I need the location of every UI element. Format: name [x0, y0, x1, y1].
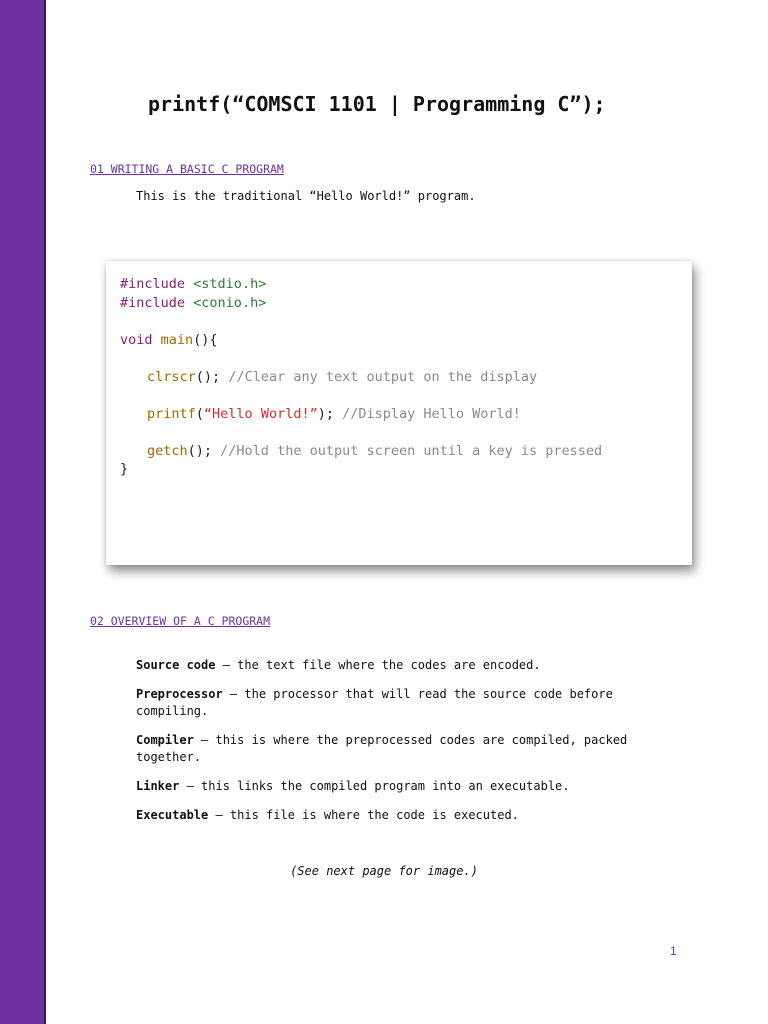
- code-type: void: [120, 332, 153, 348]
- code-function: getch: [147, 443, 188, 459]
- code-string: “Hello World!”: [203, 406, 318, 422]
- code-line-getch: [147, 443, 602, 459]
- see-next-page-note: [0, 864, 768, 878]
- code-line-close-brace: }: [120, 461, 129, 477]
- page-number: 1: [670, 944, 677, 958]
- code-line-main: [120, 332, 218, 348]
- code-punct: );: [317, 406, 334, 422]
- page-title: printf(“COMSCI 1101 | Programming C”);: [148, 92, 606, 116]
- code-header: <stdio.h>: [193, 276, 267, 292]
- code-line-printf: [147, 406, 521, 422]
- list-item: [136, 778, 676, 795]
- list-item: [136, 732, 676, 766]
- code-header: <conio.h>: [193, 295, 267, 311]
- note-text: (See next page for image.): [290, 864, 478, 878]
- definition-term: Source code: [136, 658, 216, 672]
- definition-desc: – this file is where the code is executed.: [208, 808, 519, 822]
- code-punct: ();: [187, 443, 213, 459]
- code-line-clrscr: [147, 369, 537, 385]
- list-item: [136, 657, 676, 674]
- definition-term: Executable: [136, 808, 209, 822]
- code-comment: //Hold the output screen until a key is pressed: [220, 443, 603, 459]
- list-item: [136, 807, 676, 824]
- definition-term: Compiler: [136, 733, 194, 747]
- code-directive: #include: [120, 295, 186, 311]
- code-function: printf: [147, 406, 196, 422]
- code-function: main: [160, 332, 194, 348]
- code-line-include-conio: [120, 295, 266, 311]
- definition-desc: – the text file where the codes are encoded.: [215, 658, 541, 672]
- code-comment: //Display Hello World!: [342, 406, 521, 422]
- intro-text: This is the traditional “Hello World!” program.: [136, 189, 476, 203]
- code-directive: #include: [120, 276, 186, 292]
- code-function: clrscr: [147, 369, 196, 385]
- list-item: [136, 686, 676, 720]
- code-line-include-stdio: [120, 276, 266, 292]
- code-comment: //Clear any text output on the display: [228, 369, 538, 385]
- definition-term: Linker: [136, 779, 180, 793]
- definition-desc: – this links the compiled program into an executable.: [179, 779, 570, 793]
- definition-desc: – the processor that will read the source code before compiling.: [136, 687, 613, 718]
- section-heading-writing-basic-program: 01 WRITING A BASIC C PROGRAM: [90, 162, 284, 176]
- code-punct: ();: [195, 369, 221, 385]
- definition-list: [136, 657, 676, 836]
- code-snippet-box: [106, 261, 692, 565]
- section-heading-overview: 02 OVERVIEW OF A C PROGRAM: [90, 614, 271, 628]
- code-punct: (: [195, 406, 204, 422]
- definition-desc: – this is where the preprocessed codes are compiled, packed together.: [136, 733, 628, 764]
- code-punct: (){: [193, 332, 218, 348]
- definition-term: Preprocessor: [136, 687, 223, 701]
